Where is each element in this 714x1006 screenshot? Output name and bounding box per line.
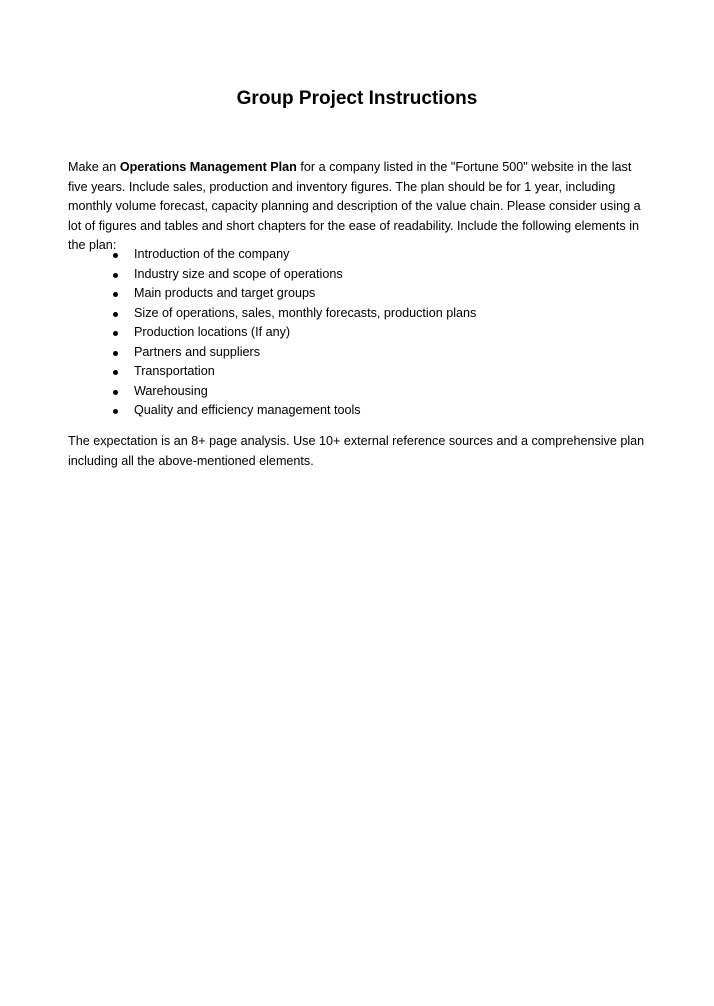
list-item	[68, 284, 648, 304]
list-item-text: Production locations (If any)	[134, 325, 291, 339]
list-item	[68, 265, 648, 285]
list-item	[68, 382, 648, 402]
bullet-icon	[113, 273, 118, 278]
bullet-icon	[113, 292, 118, 297]
list-item-text: Introduction of the company	[134, 247, 290, 261]
bullet-icon	[113, 370, 118, 375]
list-item	[68, 401, 648, 421]
intro-emphasis: Operations Management Plan	[119, 160, 297, 174]
bullet-icon	[113, 390, 118, 395]
list-item	[68, 304, 648, 324]
bullet-icon	[113, 253, 118, 258]
list-item	[68, 362, 648, 382]
list-item	[68, 323, 648, 343]
list-item-text: Warehousing	[134, 383, 208, 398]
list-item-text: Main products and target groups	[134, 286, 316, 300]
intro-paragraph	[68, 158, 648, 256]
intro-prefix: Make an	[68, 160, 120, 174]
page-title: Group Project Instructions	[236, 88, 478, 109]
intro-suffix: for a company listed in the "Fortune 500" website in the last five years. Include sales, production and inventory figures. The plan should be for 1 year, including monthly volume forecast, capacity planning and description of the value chain. Please consider using a lot of figures and tables and short chapters for the ease of readability. Include the following elements in the plan:	[68, 160, 641, 252]
bullet-icon	[113, 351, 118, 356]
list-item-text: Transportation	[134, 364, 215, 378]
list-item-text: Partners and suppliers	[134, 344, 261, 359]
list-item-text: Quality and efficiency management tools	[134, 403, 361, 417]
list-item	[68, 343, 648, 363]
closing-paragraph: The expectation is an 8+ page analysis. Use 10+ external reference sources and a comprehensive plan including all the above-mentioned elements.	[68, 434, 645, 468]
list-item-text: Industry size and scope of operations	[134, 266, 343, 281]
plan-elements-list	[68, 245, 648, 421]
bullet-icon	[113, 312, 118, 317]
bullet-icon	[113, 331, 118, 336]
list-item-text: Size of operations, sales, monthly forecasts, production plans	[134, 305, 477, 320]
bullet-icon	[113, 409, 118, 414]
list-item	[68, 245, 648, 265]
